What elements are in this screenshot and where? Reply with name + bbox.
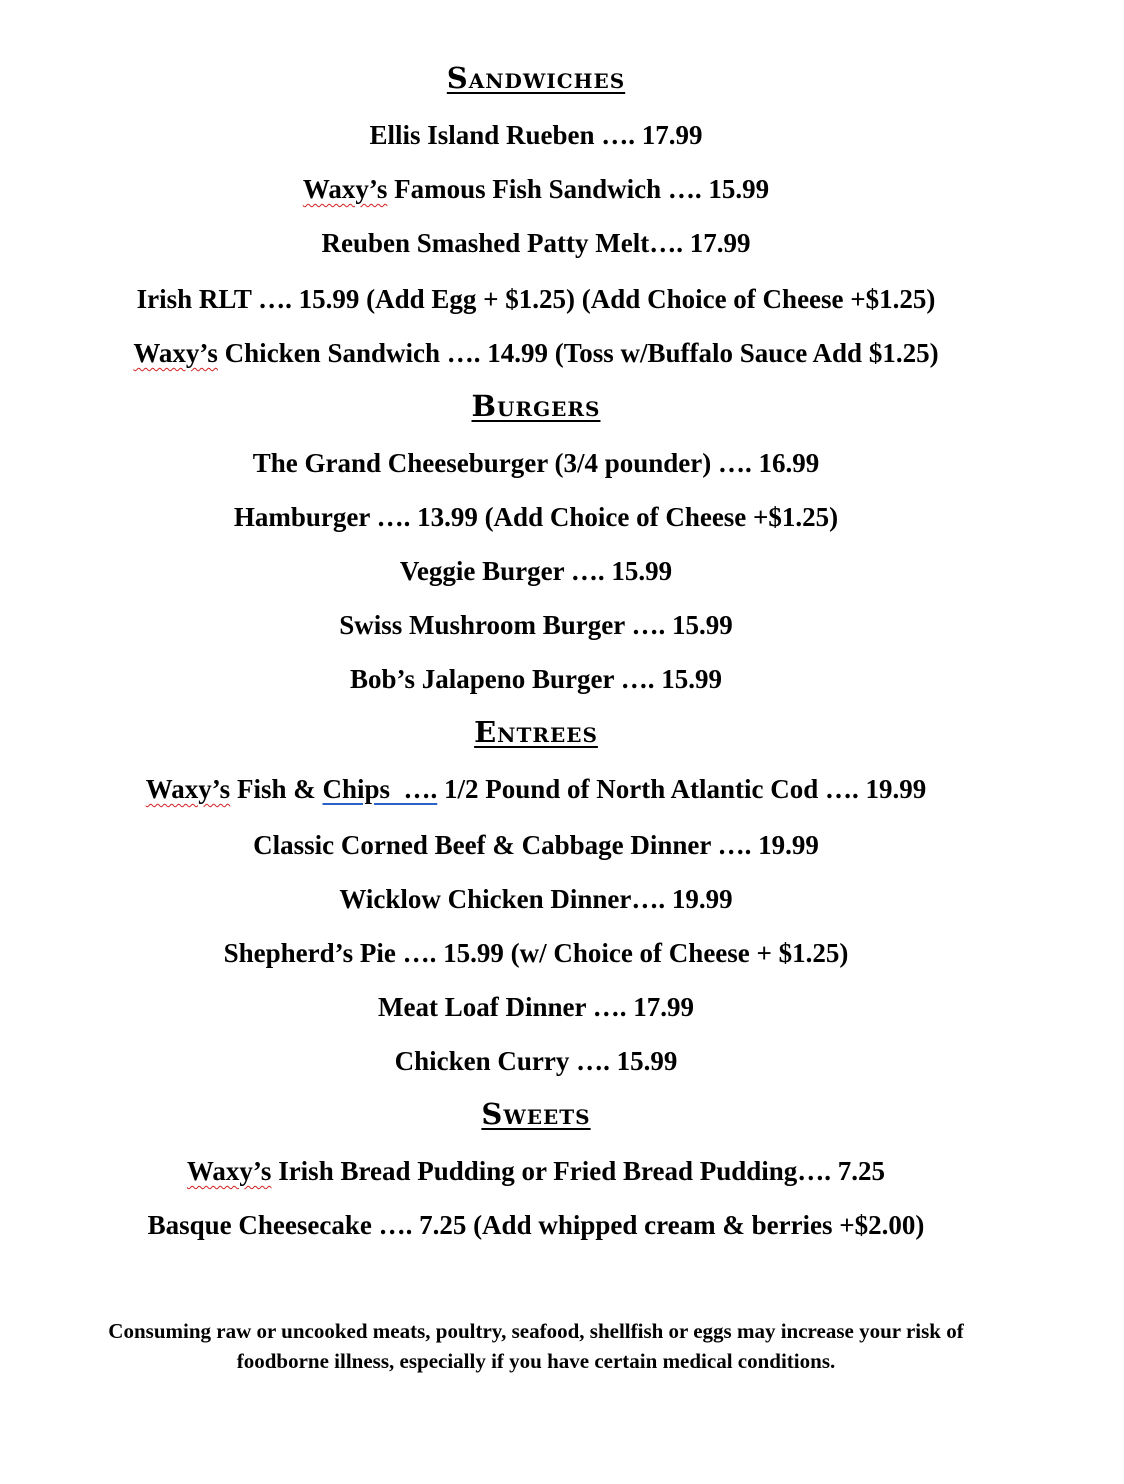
menu-item: Hamburger …. 13.99 (Add Choice of Cheese +$1.25) <box>233 502 839 532</box>
menu-item: Classic Corned Beef & Cabbage Dinner …. 19.99 <box>253 830 819 860</box>
spellcheck-word: Waxy’s <box>186 1156 272 1186</box>
section-heading-entrees: Entrees <box>474 715 598 749</box>
menu-item: Bob’s Jalapeno Burger …. 15.99 <box>349 664 723 694</box>
menu-item: Waxy’s Chicken Sandwich …. 14.99 (Toss w/Buffalo Sauce Add $1.25) <box>133 338 939 368</box>
spellcheck-word: Waxy’s <box>133 338 218 368</box>
disclaimer-line: foodborne illness, especially if you have certain medical conditions. <box>236 1349 836 1373</box>
menu-item: Waxy’s Fish & Chips …. 1/2 Pound of North Atlantic Cod …. 19.99 <box>145 774 927 804</box>
section-heading-burgers: Burgers <box>471 389 601 423</box>
menu-item: Veggie Burger …. 15.99 <box>399 556 673 586</box>
menu-item: Reuben Smashed Patty Melt…. 17.99 <box>321 228 751 258</box>
section-heading-sandwiches: Sandwiches <box>446 61 626 95</box>
grammarcheck-phrase: Chips …. <box>322 774 438 804</box>
menu-item: Irish RLT …. 15.99 (Add Egg + $1.25) (Add Choice of Cheese +$1.25) <box>136 284 936 314</box>
section-heading-sweets: Sweets <box>481 1097 591 1131</box>
menu-item: Waxy’s Famous Fish Sandwich …. 15.99 <box>302 174 770 204</box>
menu-item: Shepherd’s Pie …. 15.99 (w/ Choice of Cheese + $1.25) <box>223 938 849 968</box>
spellcheck-word: Waxy’s <box>145 774 231 804</box>
spellcheck-word: Waxy’s <box>302 174 388 204</box>
menu-item: Swiss Mushroom Burger …. 15.99 <box>339 610 733 640</box>
health-disclaimer <box>20 1316 1052 1376</box>
menu-item: Chicken Curry …. 15.99 <box>394 1046 678 1076</box>
disclaimer-line: Consuming raw or uncooked meats, poultry, seafood, shellfish or eggs may increase your risk of <box>108 1319 964 1343</box>
menu-item: Ellis Island Rueben …. 17.99 <box>369 120 703 150</box>
menu-item: Wicklow Chicken Dinner…. 19.99 <box>339 884 733 914</box>
menu-item: Waxy’s Irish Bread Pudding or Fried Bread Pudding…. 7.25 <box>186 1156 886 1186</box>
menu-item: Basque Cheesecake …. 7.25 (Add whipped cream & berries +$2.00) <box>147 1210 925 1240</box>
menu-item: The Grand Cheeseburger (3/4 pounder) …. 16.99 <box>252 448 820 478</box>
menu-item: Meat Loaf Dinner …. 17.99 <box>378 992 694 1022</box>
